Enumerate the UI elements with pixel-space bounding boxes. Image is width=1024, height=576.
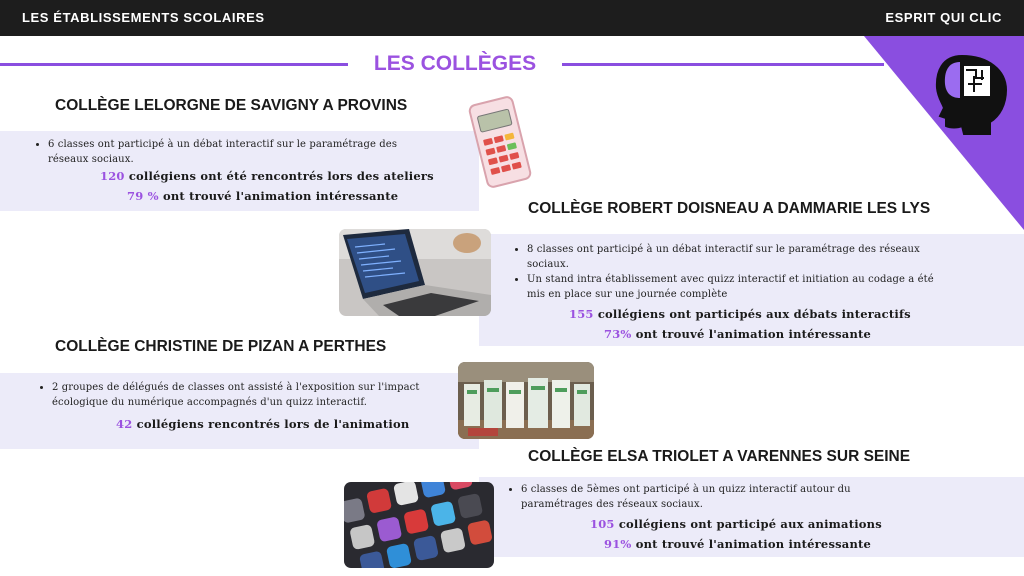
bullet-item: • 6 classes de 5èmes ont participé à un quizz interactif autour du paramétrages des réseaux sociaux. [521, 482, 921, 512]
stat-participants [590, 517, 882, 531]
stat-participants [116, 417, 409, 431]
stat-number: 120 [100, 169, 125, 183]
stat-participants [569, 307, 911, 321]
top-bar [0, 0, 1024, 36]
school-heading-perthes: COLLÈGE CHRISTINE DE PIZAN A PERTHES [55, 338, 387, 355]
school-heading-provins: COLLÈGE LELORGNE DE SAVIGNY A PROVINS [55, 97, 408, 114]
school-panel-provins [0, 131, 479, 211]
stat-text: ont trouvé l'animation intéressante [635, 327, 872, 341]
title-rule-right [562, 63, 884, 66]
stat-number: 73% [604, 327, 632, 341]
school-panel-perthes [0, 373, 479, 449]
stat-participants [100, 169, 434, 183]
school-heading-varennes: COLLÈGE ELSA TRIOLET A VARENNES SUR SEINE [528, 448, 911, 465]
stat-satisfaction [127, 189, 398, 203]
school-panel-varennes [479, 477, 1024, 557]
section-title: LES ÉTABLISSEMENTS SCOLAIRES [22, 10, 265, 25]
stat-text: collégiens ont été rencontrés lors des ateliers [128, 169, 434, 183]
page-title: LES COLLÈGES [373, 52, 537, 75]
school-heading-dammarie: COLLÈGE ROBERT DOISNEAU A DAMMARIE LES LYS [528, 200, 931, 217]
bullet-item: • 8 classes ont participé à un débat interactif sur le paramétrage des réseaux sociaux. [527, 242, 947, 272]
title-rule-left [0, 63, 348, 66]
stat-number: 91% [604, 537, 632, 551]
stat-number: 105 [590, 517, 615, 531]
stat-satisfaction [604, 537, 871, 551]
stat-satisfaction [604, 327, 871, 341]
stat-number: 155 [569, 307, 594, 321]
stat-text: ont trouvé l'animation intéressante [635, 537, 872, 551]
remote-voting-device-icon [466, 96, 534, 188]
stat-text: collégiens rencontrés lors de l'animation [136, 417, 410, 431]
laptop-code-photo [339, 229, 491, 316]
bullet-item: • Un stand intra établissement avec quizz interactif et initiation au codage a été mis en place sur une journée complète [527, 272, 947, 302]
stat-text: collégiens ont participé aux animations [618, 517, 882, 531]
social-media-apps-photo [344, 482, 494, 568]
brand-name: ESPRIT QUI CLIC [885, 10, 1002, 25]
stat-text: collégiens ont participés aux débats interactifs [597, 307, 911, 321]
exhibition-panels-photo [458, 362, 594, 439]
school-panel-dammarie [479, 234, 1024, 346]
bullet-item: • 2 groupes de délégués de classes ont assisté à l'exposition sur l'impact écologique du numérique accompagnés d'un quizz interactif. [52, 380, 452, 410]
stat-number: 42 [116, 417, 133, 431]
stat-text: ont trouvé l'animation intéressante [162, 189, 399, 203]
stat-number: 79 % [127, 189, 159, 203]
bullet-item: • 6 classes ont participé à un débat interactif sur le paramétrage des réseaux sociaux. [48, 137, 428, 167]
